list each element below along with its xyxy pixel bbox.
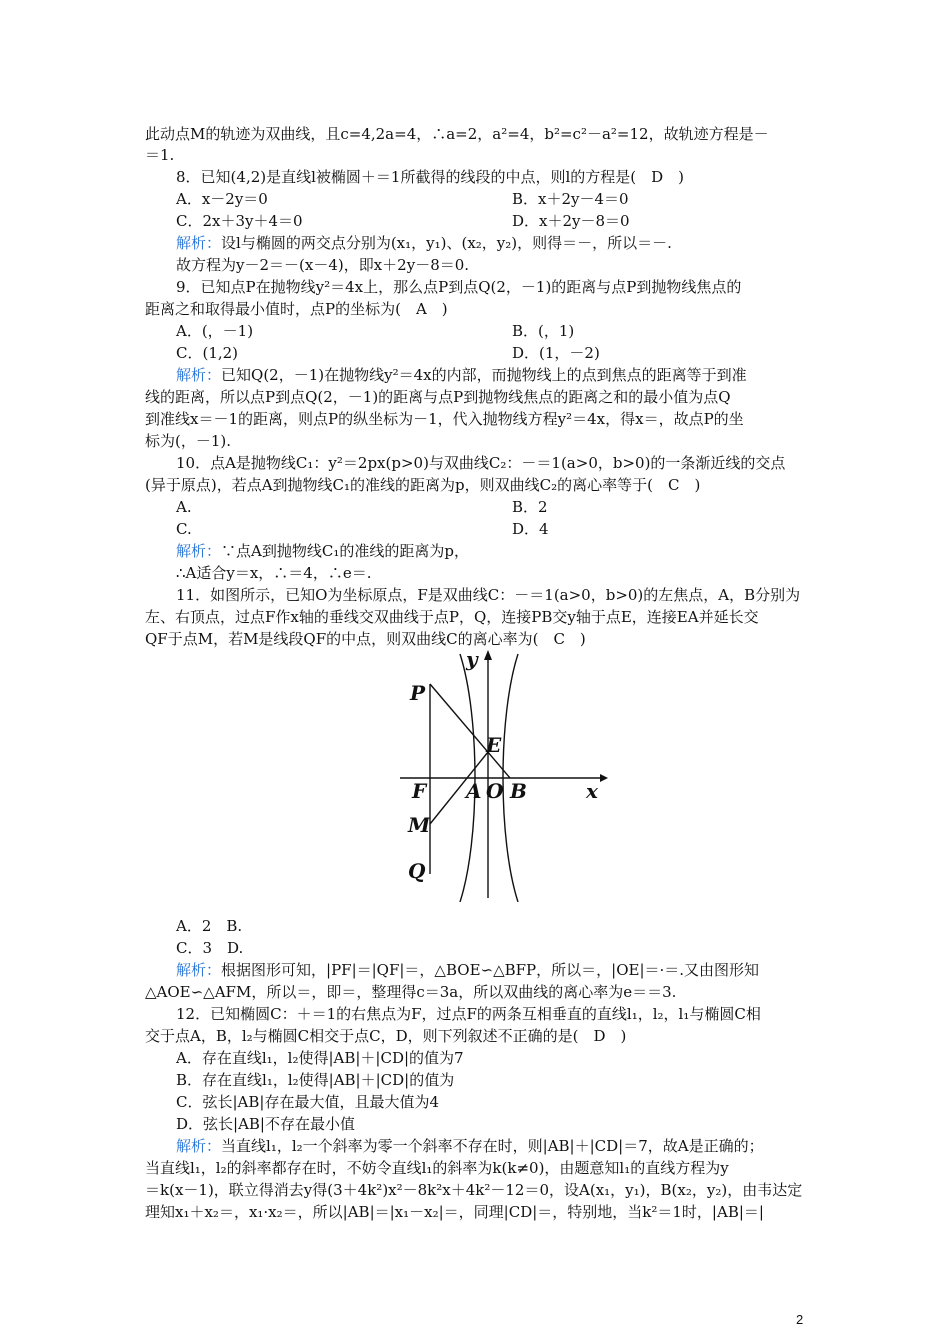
solution-label: 解析： xyxy=(176,1137,222,1155)
solution-text: 当直线l₁，l₂一个斜率为零一个斜率不存在时，则|AB|＋|CD|＝7，故A是正确的； xyxy=(221,1137,764,1155)
option-10a: A. xyxy=(176,498,192,516)
hyperbola-figure xyxy=(400,646,610,902)
text-line: 理知x₁＋x₂＝，x₁·x₂＝，所以|AB|＝|x₁－x₂|＝，同理|CD|＝，特别地，当k²＝1时，|AB|＝| xyxy=(145,1203,764,1221)
solution-text: 设l与椭圆的两交点分别为(x₁，y₁)、(x₂，y₂)，则得＝－，所以＝－. xyxy=(221,234,672,252)
text-line: 线的距离，所以点P到点Q(2，－1)的距离与点P到抛物线焦点的距离之和的最小值为点Q xyxy=(145,388,731,406)
label-y: y xyxy=(466,647,478,671)
option-8a: A．x－2y＝0 xyxy=(176,190,268,208)
x-axis-arrow xyxy=(600,774,608,782)
option-8b: B．x＋2y－4＝0 xyxy=(512,190,629,208)
solution-line xyxy=(176,233,672,253)
text-line: ∴A适合y＝x，∴＝4，∴e＝. xyxy=(176,564,372,582)
option-8c: C．2x＋3y＋4＝0 xyxy=(176,212,303,230)
text-line: QF于点M，若M是线段QF的中点，则双曲线C的离心率为( C ) xyxy=(145,630,586,648)
label-p: P xyxy=(410,681,426,705)
solution-text: 根据图形可知，|PF|＝|QF|＝，△BOE∽△BFP，所以＝，|OE|＝·＝.又由图形知 xyxy=(221,961,760,979)
question-10-stem: 10．点A是抛物线C₁：y²＝2px(p>0)与双曲线C₂：－＝1(a>0，b>0)的一条渐近线的交点 xyxy=(176,454,786,472)
text-line: 标为(，－1). xyxy=(145,432,232,450)
option-12b: B．存在直线l₁，l₂使得|AB|＋|CD|的值为 xyxy=(176,1071,455,1089)
option-9d: D．(1，－2) xyxy=(512,344,600,362)
question-12-stem: 12．已知椭圆C：＋＝1的右焦点为F，过点F的两条互相垂直的直线l₁，l₂，l₁与椭圆C相 xyxy=(176,1005,761,1023)
solution-line xyxy=(176,960,759,980)
text-line: 交于点A，B，l₂与椭圆C相交于点C，D，则下列叙述不正确的是( D ) xyxy=(145,1027,627,1045)
options-11-row2: C．3 D. xyxy=(176,939,244,957)
solution-line xyxy=(176,1136,764,1156)
label-f: F xyxy=(412,779,427,803)
label-b: B xyxy=(510,779,527,803)
question-9-stem: 9．已知点P在抛物线y²＝4x上，那么点P到点Q(2，－1)的距离与点P到抛物线焦点的 xyxy=(176,278,742,296)
option-12a: A．存在直线l₁，l₂使得|AB|＋|CD|的值为7 xyxy=(176,1049,464,1067)
option-12d: D．弦长|AB|不存在最小值 xyxy=(176,1115,355,1133)
text-line: 距离之和取得最小值时，点P的坐标为( A ) xyxy=(145,300,448,318)
text-line: △AOE∽△AFM，所以＝，即＝，整理得c＝3a，所以双曲线的离心率为e＝＝3. xyxy=(145,983,677,1001)
option-10d: D．4 xyxy=(512,520,549,538)
solution-label: 解析： xyxy=(176,542,222,560)
text-line: ＝k(x－1)，联立得消去y得(3＋4k²)x²－8k²x＋4k²－12＝0，设A(x₁，y₁)，B(x₂，y₂)，由韦达定 xyxy=(145,1181,803,1199)
y-axis-arrow xyxy=(484,650,492,660)
page-number: 2 xyxy=(796,1312,804,1327)
label-x: x xyxy=(586,779,598,803)
solution-line xyxy=(176,365,747,385)
label-a: A xyxy=(466,779,482,803)
solution-label: 解析： xyxy=(176,961,222,979)
question-11-stem: 11．如图所示，已知O为坐标原点，F是双曲线C：－＝1(a>0，b>0)的左焦点，A，B分别为 xyxy=(176,586,801,604)
option-8d: D．x＋2y－8＝0 xyxy=(512,212,630,230)
label-m: M xyxy=(408,813,431,837)
label-q: Q xyxy=(408,859,426,883)
text-line: 此动点M的轨迹为双曲线，且c=4,2a=4，∴a=2，a²=4，b²=c²－a²=12，故轨迹方程是－ xyxy=(145,125,769,143)
solution-text: ∵点A到抛物线C₁的准线的距离为p， xyxy=(221,542,469,560)
solution-label: 解析： xyxy=(176,366,222,384)
text-line: 左、右顶点，过点F作x轴的垂线交双曲线于点P，Q，连接PB交y轴于点E，连接EA并延长交 xyxy=(145,608,759,626)
question-8-stem: 8．已知(4,2)是直线l被椭圆＋＝1所截得的线段的中点，则l的方程是( D ) xyxy=(176,168,684,186)
options-11-row1: A．2 B. xyxy=(176,917,243,935)
label-o: O xyxy=(486,779,504,803)
option-9c: C．(1,2) xyxy=(176,344,239,362)
text-line: ＝1. xyxy=(145,146,175,164)
solution-text: 已知Q(2，－1)在抛物线y²＝4x的内部，而抛物线上的点到焦点的距离等于到准 xyxy=(221,366,747,384)
option-12c: C．弦长|AB|存在最大值，且最大值为4 xyxy=(176,1093,439,1111)
option-9a: A．(，－1) xyxy=(176,322,254,340)
text-line: (异于原点)，若点A到抛物线C₁的准线的距离为p，则双曲线C₂的离心率等于( C ) xyxy=(145,476,701,494)
option-10b: B．2 xyxy=(512,498,548,516)
solution-label: 解析： xyxy=(176,234,222,252)
text-line: 到准线x＝－1的距离，则点P的纵坐标为－1，代入抛物线方程y²＝4x，得x＝，故点P的坐 xyxy=(145,410,744,428)
label-e: E xyxy=(486,733,502,757)
text-line: 故方程为y－2＝－(x－4)，即x＋2y－8＝0. xyxy=(176,256,470,274)
option-10c: C. xyxy=(176,520,192,538)
option-9b: B．(，1) xyxy=(512,322,575,340)
solution-line xyxy=(176,541,469,561)
text-line: 当直线l₁，l₂的斜率都存在时，不妨令直线l₁的斜率为k(k≠0)，由题意知l₁的直线方程为y xyxy=(145,1159,729,1177)
